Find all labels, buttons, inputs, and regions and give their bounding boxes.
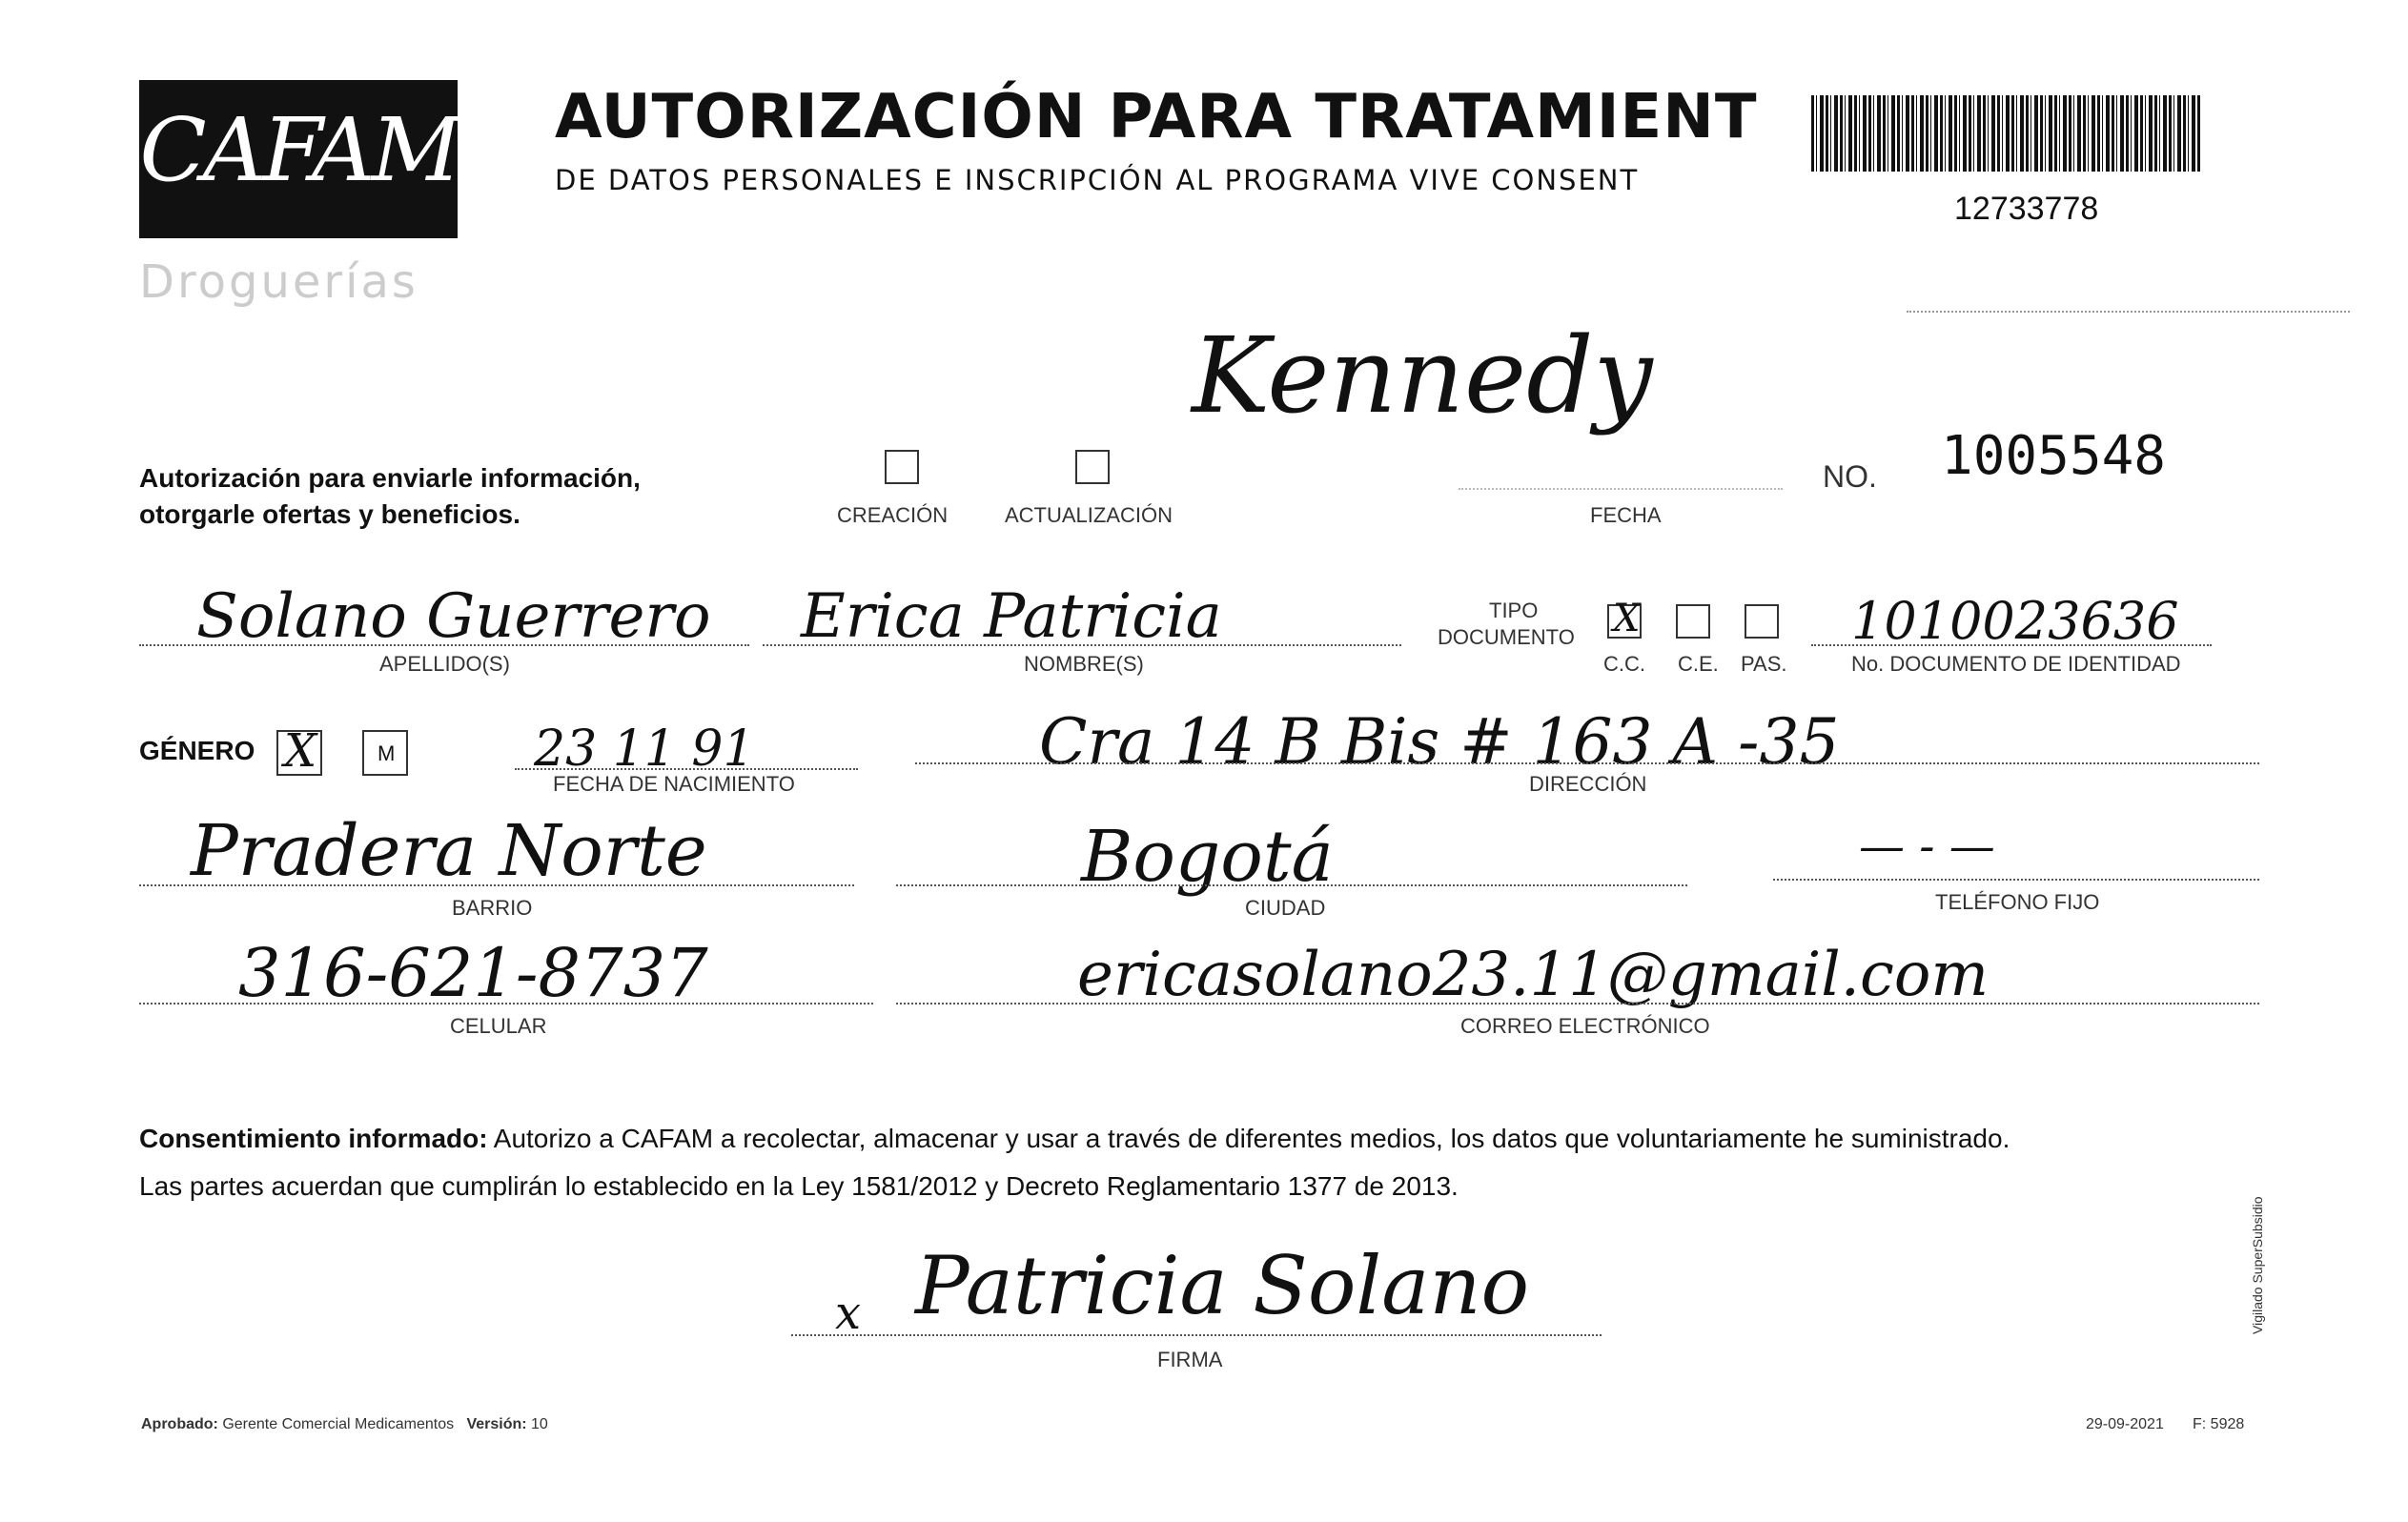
number-label: NO. bbox=[1823, 459, 1877, 494]
apellidos-label: APELLIDO(S) bbox=[379, 652, 510, 676]
barrio-line bbox=[139, 884, 854, 886]
creacion-label: CREACIÓN bbox=[837, 503, 949, 527]
ce-checkbox[interactable] bbox=[1676, 604, 1710, 639]
nombres-line bbox=[763, 644, 1401, 646]
consent-paragraph bbox=[139, 1115, 2265, 1210]
aprobado-label: Aprobado: bbox=[141, 1416, 218, 1432]
correo-label: CORREO ELECTRÓNICO bbox=[1460, 1014, 1710, 1038]
apellidos-line bbox=[139, 644, 749, 646]
nacimiento-label: FECHA DE NACIMIENTO bbox=[553, 772, 795, 796]
apellidos-value[interactable]: Solano Guerrero bbox=[196, 581, 711, 652]
signature-value[interactable]: Patricia Solano bbox=[915, 1239, 1530, 1332]
nacimiento-value[interactable]: 23 11 91 bbox=[534, 720, 755, 778]
side-vigilado: Vigilado SuperSubsidio bbox=[2250, 1196, 2265, 1334]
genero-m-label: M bbox=[378, 741, 396, 765]
logo-subtitle: Droguerías bbox=[139, 255, 418, 309]
cc-label: C.C. bbox=[1603, 652, 1645, 676]
ciudad-value[interactable]: Bogotá bbox=[1081, 816, 1334, 898]
signature-label: FIRMA bbox=[1157, 1348, 1223, 1371]
consent-line2: Las partes acuerdan que cumplirán lo establecido en la Ley 1581/2012 y Decreto Reglamentario 1377 de 2013. bbox=[139, 1171, 1459, 1201]
fecha-label: FECHA bbox=[1590, 503, 1662, 527]
aprobado-value: Gerente Comercial Medicamentos bbox=[222, 1416, 455, 1432]
form-subtitle: DE DATOS PERSONALES E INSCRIPCIÓN AL PROGRAMA VIVE CONSENT bbox=[555, 164, 1640, 196]
actualizacion-label: ACTUALIZACIÓN bbox=[1005, 503, 1173, 527]
telefono-line bbox=[1773, 879, 2259, 881]
correo-line bbox=[896, 1003, 2259, 1005]
fecha-line bbox=[1459, 488, 1783, 490]
direccion-line bbox=[915, 762, 2259, 764]
consent-text: Autorizo a CAFAM a recolectar, almacenar y usar a través de diferentes medios, los datos que voluntariamente he suministrado. bbox=[487, 1124, 2010, 1153]
pas-checkbox[interactable] bbox=[1745, 604, 1779, 639]
cafam-logo bbox=[139, 80, 458, 238]
form-number: 1005548 bbox=[1941, 425, 2167, 487]
documento-label: No. DOCUMENTO DE IDENTIDAD bbox=[1851, 652, 2181, 676]
telefono-value[interactable]: — - — bbox=[1859, 820, 1995, 873]
branch-handwritten: Kennedy bbox=[1192, 315, 1653, 436]
documento-line bbox=[1811, 644, 2212, 646]
form-title: AUTORIZACIÓN PARA TRATAMIENT bbox=[555, 82, 1758, 152]
version-label: Versión: bbox=[466, 1416, 527, 1432]
genero-f-mark: X bbox=[284, 724, 317, 778]
footer-date: 29-09-2021 bbox=[2086, 1416, 2164, 1432]
barcode-number: 12733778 bbox=[1954, 191, 2099, 227]
divider bbox=[1907, 311, 2350, 313]
creacion-checkbox[interactable] bbox=[885, 450, 919, 484]
logo-text: CAFAM bbox=[139, 99, 458, 201]
nombres-value[interactable]: Erica Patricia bbox=[801, 581, 1222, 652]
correo-value[interactable]: ericasolano23.11@gmail.com bbox=[1077, 940, 1990, 1010]
ce-label: C.E. bbox=[1678, 652, 1719, 676]
barrio-label: BARRIO bbox=[452, 896, 533, 920]
nombres-label: NOMBRE(S) bbox=[1024, 652, 1144, 676]
ciudad-line bbox=[896, 884, 1687, 886]
nacimiento-line bbox=[515, 768, 858, 770]
celular-value[interactable]: 316-621-8737 bbox=[238, 934, 708, 1012]
genero-f-checkbox[interactable] bbox=[276, 724, 322, 778]
telefono-label: TELÉFONO FIJO bbox=[1935, 890, 2100, 914]
cc-checkbox[interactable] bbox=[1607, 597, 1642, 640]
documento-type-label: DOCUMENTO bbox=[1438, 625, 1575, 649]
footer-code: F: 5928 bbox=[2193, 1416, 2245, 1432]
cc-mark: X bbox=[1613, 597, 1641, 640]
documento-value[interactable]: 1010023636 bbox=[1851, 591, 2179, 651]
ciudad-label: CIUDAD bbox=[1245, 896, 1326, 920]
celular-label: CELULAR bbox=[450, 1014, 547, 1038]
signature-mark: x bbox=[835, 1287, 862, 1340]
barcode bbox=[1811, 95, 2200, 172]
tipo-label: TIPO bbox=[1489, 599, 1539, 622]
version-value: 10 bbox=[531, 1416, 548, 1432]
barrio-value[interactable]: Pradera Norte bbox=[191, 810, 707, 892]
actualizacion-checkbox[interactable] bbox=[1075, 450, 1110, 484]
genero-m-checkbox[interactable] bbox=[362, 730, 408, 776]
direccion-value[interactable]: Cra 14 B Bis # 163 A -35 bbox=[1039, 705, 1840, 779]
direccion-label: DIRECCIÓN bbox=[1529, 772, 1647, 796]
signature-line bbox=[791, 1334, 1602, 1336]
celular-line bbox=[139, 1003, 873, 1005]
genero-label: GÉNERO bbox=[139, 736, 255, 765]
intro-line2: otorgarle ofertas y beneficios. bbox=[139, 499, 520, 529]
consent-heading: Consentimiento informado: bbox=[139, 1124, 488, 1153]
footer-approval bbox=[141, 1416, 548, 1433]
intro-line1: Autorización para enviarle información, bbox=[139, 463, 641, 493]
pas-label: PAS. bbox=[1741, 652, 1787, 676]
